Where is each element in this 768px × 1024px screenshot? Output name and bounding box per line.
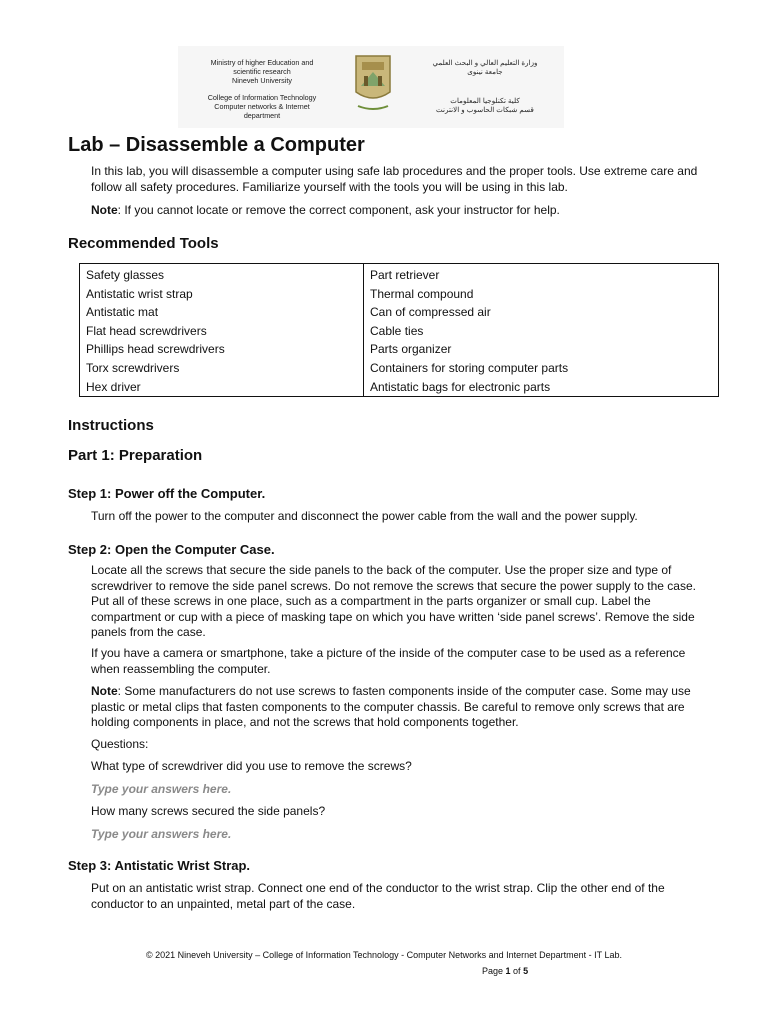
step3-text: Put on an antistatic wrist strap. Connect one end of the conductor to the wrist strap. Clip the other end of the conductor to an unpainted, metal part of the case. [91, 881, 665, 911]
table-cell: Can of compressed air [364, 303, 719, 322]
letterhead-line: كلية تكنلوجيا المعلومات [450, 96, 520, 105]
table-row [80, 378, 719, 397]
note-label: Note [91, 203, 118, 217]
table-cell: Part retriever [364, 264, 719, 285]
letterhead-line: department [243, 111, 281, 120]
question-text: What type of screwdriver did you use to remove the screws? [91, 759, 412, 773]
step2-heading: Step 2: Open the Computer Case. [68, 542, 275, 557]
questions-label: Questions: [91, 737, 149, 751]
table-cell: Flat head screwdrivers [80, 322, 364, 341]
page-current: 1 [505, 966, 511, 976]
letterhead-line: College of Information Technology [207, 93, 317, 102]
table-cell: Safety glasses [80, 264, 364, 285]
page-title: Lab – Disassemble a Computer [68, 134, 365, 156]
step1-text: Turn off the power to the computer and disconnect the power cable from the wall and the power supply. [91, 509, 638, 523]
letterhead-right [410, 58, 560, 114]
table-cell: Antistatic wrist strap [80, 285, 364, 304]
table-row [80, 322, 719, 341]
step2-paragraph: If you have a camera or smartphone, take a picture of the inside of the computer case to be used as a reference when reassembling the computer. [91, 646, 686, 676]
page-total: 5 [523, 966, 529, 976]
step3-heading: Step 3: Antistatic Wrist Strap. [68, 858, 251, 873]
letterhead-line: Ministry of higher Education and [210, 58, 314, 67]
table-cell: Antistatic bags for electronic parts [364, 378, 719, 397]
instructions-heading: Instructions [68, 417, 154, 434]
page-prefix: Page [482, 966, 506, 976]
table-cell: Torx screwdrivers [80, 359, 364, 378]
footer-copyright: © 2021 Nineveh University – College of Information Technology - Computer Networks and Internet Department - IT Lab. [145, 950, 623, 960]
letterhead-line: وزارة التعليم العالي و البحث العلمي [432, 58, 538, 67]
university-logo [350, 52, 396, 114]
table-cell: Containers for storing computer parts [364, 359, 719, 378]
table-row [80, 264, 719, 285]
tools-heading: Recommended Tools [68, 235, 219, 252]
note-text: : If you cannot locate or remove the correct component, ask your instructor for help. [117, 203, 560, 217]
letterhead-left [186, 58, 338, 120]
intro-paragraph: In this lab, you will disassemble a computer using safe lab procedures and the proper tools. Use extreme care and follow all safety procedures. Familiarize yourself with the tools you will be using in this lab. [91, 164, 698, 194]
letterhead-line: scientific research [233, 67, 291, 76]
step1-heading: Step 1: Power off the Computer. [68, 486, 266, 501]
table-cell: Phillips head screwdrivers [80, 340, 364, 359]
table-cell: Parts organizer [364, 340, 719, 359]
table-row [80, 285, 719, 304]
note-label: Note [91, 684, 118, 698]
question-text: How many screws secured the side panels? [91, 804, 326, 818]
tools-table [79, 263, 719, 397]
letterhead-line: Computer networks & Internet [214, 102, 310, 111]
table-cell: Thermal compound [364, 285, 719, 304]
step2-note [91, 684, 711, 731]
letterhead-line: قسم شبكات الحاسوب و الانترنت [435, 105, 534, 114]
table-row [80, 340, 719, 359]
note-text: : Some manufacturers do not use screws to fasten components inside of the computer case. Some may use plastic or metal clips that fasten components to the computer chassis. Be careful to remove only screws that are holding components in place, and not the screws that hold components together. [91, 684, 691, 729]
letterhead-line: Nineveh University [232, 76, 292, 85]
part1-heading: Part 1: Preparation [68, 447, 203, 464]
table-cell: Cable ties [364, 322, 719, 341]
table-row [80, 303, 719, 322]
answer-field[interactable]: Type your answers here. [91, 782, 232, 796]
table-row [80, 359, 719, 378]
step2-paragraph: Locate all the screws that secure the side panels to the back of the computer. Use the proper size and type of screwdriver to remove the side panel screws. Do not remove the screws that secure the power supply to the case. Put all of these screws in one place, such as a compartment in the parts organizer or small cup. Label the compartment or cup with a piece of masking tape on which you have written ‘side panel screws’. Remove the side panels from the case. [91, 563, 696, 639]
page-of: of [510, 966, 524, 976]
page-number [482, 966, 528, 976]
table-cell: Hex driver [80, 378, 364, 397]
letterhead-line: جامعة نينوى [467, 67, 503, 76]
note-paragraph [91, 203, 711, 219]
table-cell: Antistatic mat [80, 303, 364, 322]
answer-field[interactable]: Type your answers here. [91, 827, 232, 841]
